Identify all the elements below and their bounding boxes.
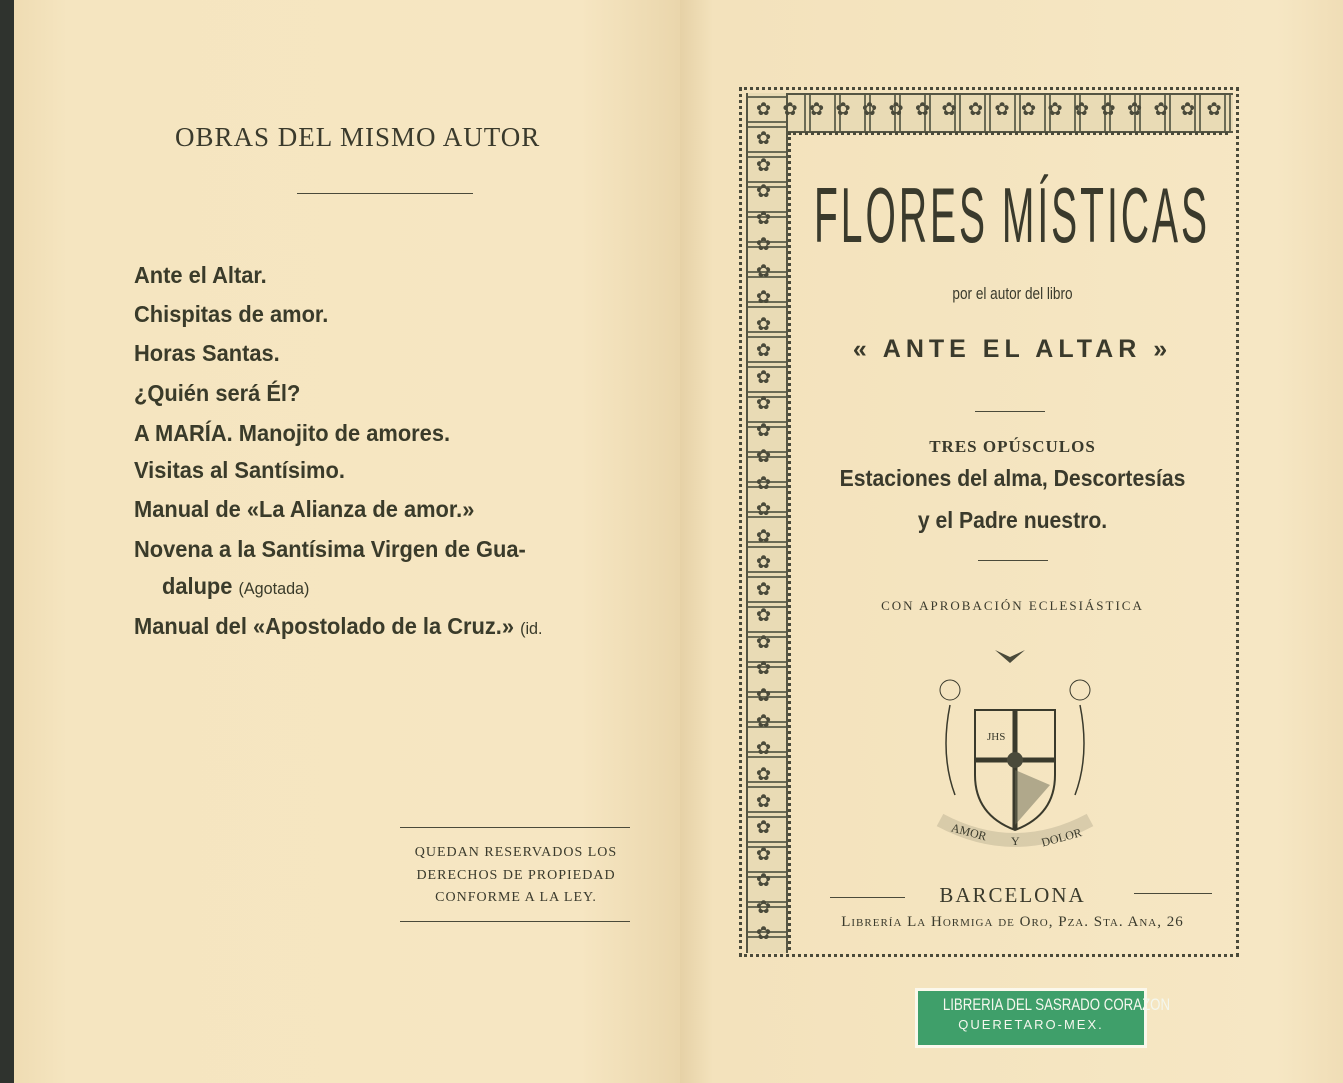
divider [297,193,473,194]
divider [978,560,1048,561]
flower-ornament: ✿ [756,658,772,678]
work-item [134,613,543,640]
flower-ornament: ✿ [941,99,957,119]
book-title: FLORES MÍSTICAS [813,171,1211,259]
approval: CON APROBACIÓN ECLESIÁSTICA [881,598,1144,613]
contents-line: Estaciones del alma, Descortesías [839,465,1186,491]
flower-ornament: ✿ [756,552,772,572]
work-item: ¿Quién será Él? [134,380,301,406]
flower-ornament: ✿ [809,99,825,119]
ribbon-text: DOLOR [1039,825,1084,850]
flower-ornament: ✿ [756,896,772,917]
flower-ornament: ✿ [756,419,772,440]
previous-book: « ANTE EL ALTAR » [852,335,1173,363]
flower-ornament: ✿ [756,99,772,119]
flower-ornament: ✿ [756,737,772,758]
flower-ornament: ✿ [1047,99,1063,119]
inner-dotted-rule [788,132,1228,135]
work-item: Chispitas de amor. [134,301,329,327]
flower-ornament: ✿ [835,99,851,119]
flower-ornament: ✿ [756,923,772,943]
flower-ornament: ✿ [756,711,772,731]
flower-ornament: ✿ [862,99,878,119]
flower-ornament: ✿ [1206,99,1222,119]
work-title: dalupe [162,573,233,599]
flower-ornament: ✿ [756,154,772,175]
flower-ornament: ✿ [756,128,772,148]
flower-ornament: ✿ [756,472,772,493]
work-item: Manual de «La Alianza de amor.» [134,496,475,522]
inner-dotted-rule [788,132,791,950]
work-note: (id. [520,619,543,638]
flower-ornament: ✿ [756,287,772,307]
rights-line: CONFORME A LA LEY. [435,890,597,905]
work-item: Novena a la Santísima Virgen de Gua- [134,536,526,562]
work-item [162,573,309,600]
flower-ornament: ✿ [994,99,1010,119]
flower-ornament: ✿ [915,99,931,119]
work-title: Manual del «Apostolado de la Cruz.» [134,613,515,639]
flower-ornament: ✿ [756,631,772,652]
work-note: (Agotada) [238,579,310,598]
flower-ornament: ✿ [756,446,772,466]
flower-ornament: ✿ [756,790,772,811]
divider [400,827,630,828]
flower-ornament: ✿ [756,843,772,864]
coat-of-arms-emblem [915,645,1115,855]
work-item: Horas Santas. [134,340,280,366]
flower-ornament: ✿ [756,207,772,228]
rights-notice [386,842,646,910]
flower-ornament: ✿ [1074,99,1090,119]
publisher: Librería La Hormiga de Oro, Pza. Sta. Ana, 26 [841,914,1184,930]
flower-ornament: ✿ [756,393,772,413]
flower-ornament: ✿ [756,181,772,201]
stamp-line: QUERETARO-MEX. [958,1017,1104,1032]
flower-ornament: ✿ [756,764,772,784]
ribbon-text: Y [1011,834,1020,848]
contents-line: y el Padre nuestro. [917,507,1108,533]
divider [975,411,1045,412]
flower-ornament: ✿ [756,234,772,254]
flower-ornament: ✿ [756,260,772,281]
flower-ornament: ✿ [1180,99,1196,119]
rights-line: DERECHOS DE PROPIEDAD [416,867,616,883]
flower-ornament: ✿ [1153,99,1169,119]
flower-ornament: ✿ [756,499,772,519]
stamp-line: LIBRERIA DEL SASRADO CORAZON [942,995,1171,1014]
flower-ornament: ✿ [756,525,772,546]
flower-ornament: ✿ [756,605,772,625]
flower-ornament: ✿ [756,366,772,387]
works-heading: OBRAS DEL MISMO AUTOR [175,122,541,152]
rights-line: QUEDAN RESERVADOS LOS [414,845,618,860]
flower-ornament: ✿ [1127,99,1143,119]
work-item: Ante el Altar. [134,262,267,288]
flower-ornament: ✿ [968,99,984,119]
flower-ornament: ✿ [1100,99,1116,119]
flower-ornament: ✿ [782,99,798,119]
subtitle: TRES OPÚSCULOS [929,437,1096,456]
flower-ornament: ✿ [756,870,772,890]
flower-ornament: ✿ [756,817,772,837]
bookseller-stamp [915,988,1171,1048]
flower-ornament: ✿ [756,340,772,360]
flower-ornament: ✿ [888,99,904,119]
work-item: Visitas al Santísimo. [134,457,345,483]
byline: por el autor del libro [952,284,1073,303]
city: BARCELONA [939,883,1086,907]
flower-ornament: ✿ [1021,99,1037,119]
flower-ornament: ✿ [756,578,772,599]
divider [400,921,630,922]
work-item: A MARÍA. Manojito de amores. [134,420,451,446]
monogram: JHS [987,731,1006,743]
flower-ornament: ✿ [756,684,772,705]
flower-ornament: ✿ [756,313,772,334]
ribbon-text: AMOR [949,820,989,844]
